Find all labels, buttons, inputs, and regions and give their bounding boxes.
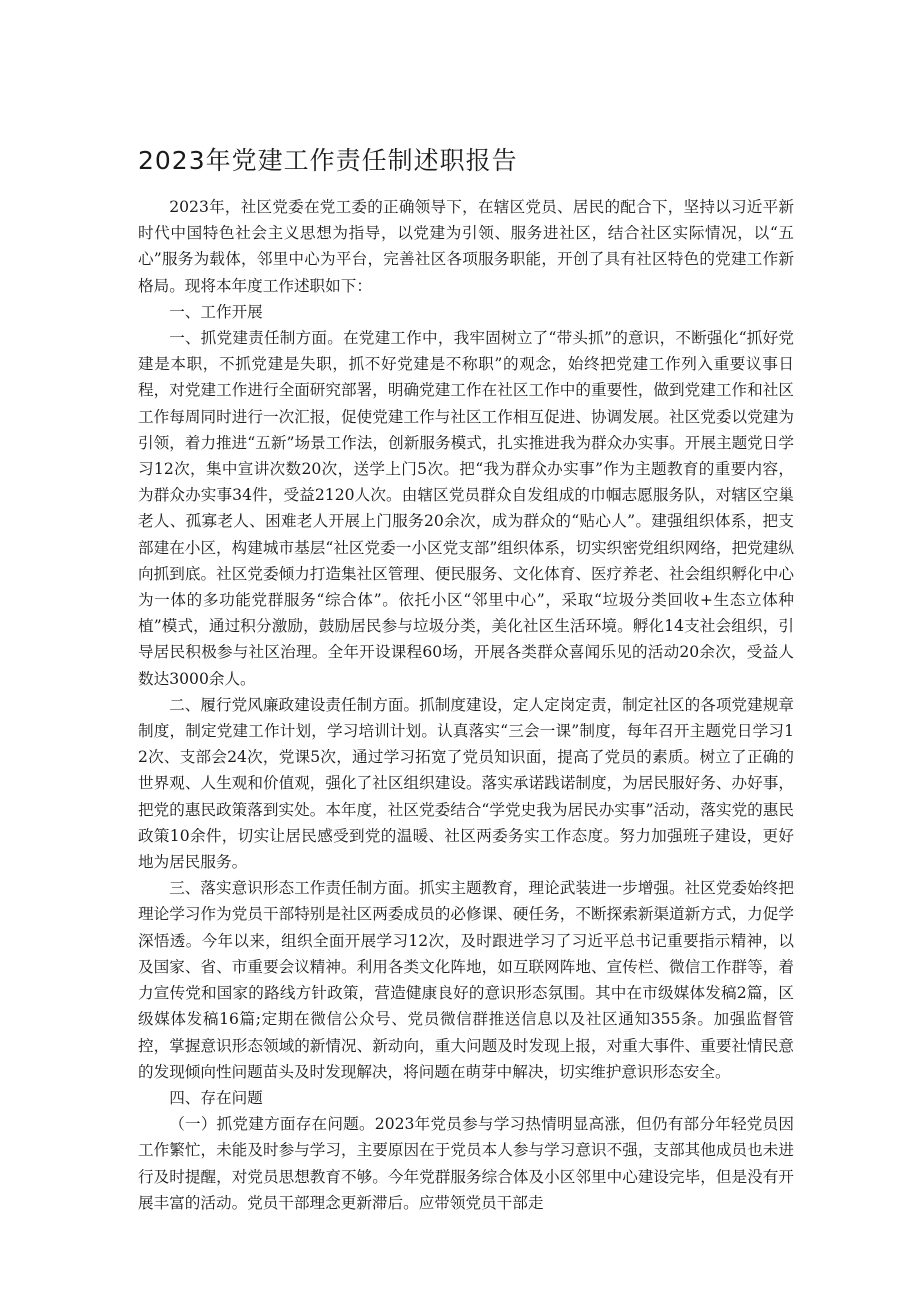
intro-paragraph: 2023年，社区党委在党工委的正确领导下，在辖区党员、居民的配合下，坚持以习近平新时代中国特色社会主义思想为指导，以党建为引领、服务进社区，结合社区实际情况，以“五心”服务为载体，邻里中心为平台，完善社区各项服务职能，开创了具有社区特色的党建工作新格局。现将本年度工作述职如下： — [138, 198, 794, 295]
section-heading-problems: 四、存在问题 — [169, 1088, 263, 1107]
paragraph-problems-1: （一）抓党建方面存在问题。2023年党员参与学习热情明显高涨，但仍有部分年轻党员因工作繁忙，未能及时参与学习，主要原因在于党员本人参与学习意识不强，支部其他成员也未进行及时提醒，对党员思想教育不够。今年党群服务综合体及小区邻里中心建设完毕，但是没有开展丰富的活动。党员干部理念更新滞后。应带领党员干部走 — [138, 1115, 794, 1212]
paragraph-party-building: 一、抓党建责任制方面。在党建工作中，我牢固树立了“带头抓”的意识，不断强化“抓好党建是本职，不抓党建是失职，抓不好党建是不称职”的观念，始终把党建工作列入重要议事日程，对党建工作进行全面研究部署，明确党建工作在社区工作中的重要性，做到党建工作和社区工作每周同时进行一次汇报，促使党建工作与社区工作相互促进、协调发展。社区党委以党建为引领，着力推进“五新”场景工作法，创新服务模式，扎实推进我为群众办实事。开展主题党日学习12次，集中宣讲次数20次，送学上门5次。把“我为群众办实事”作为主题教育的重要内容，为群众办实事34件，受益2120人次。由辖区党员群众自发组成的巾帼志愿服务队，对辖区空巢老人、孤寡老人、困难老人开展上门服务20余次，成为群众的“贴心人”。建强组织体系，把支部建在小区，构建城市基层“社区党委一小区党支部”组织体系，切实织密党组织网络，把党建纵向抓到底。社区党委倾力打造集社区管理、便民服务、文化体育、医疗养老、社会组织孵化中心为一体的多功能党群服务“综合体”。依托小区“邻里中心”，采取“垃圾分类回收+生态立体种植”模式，通过积分激励，鼓励居民参与垃圾分类，美化社区生活环境。孵化14支社会组织，引导居民积极参与社区治理。全年开设课程60场，开展各类群众喜闻乐见的活动20余次，受益人数达3000余人。 — [138, 329, 794, 688]
page-title: 2023年党建工作责任制述职报告 — [138, 146, 518, 175]
section-heading-work: 一、工作开展 — [169, 302, 263, 321]
paragraph-ideology: 三、落实意识形态工作责任制方面。抓实主题教育，理论武装进一步增强。社区党委始终把理论学习作为党员干部特别是社区两委成员的必修课、硬任务，不断探索新渠道新方式，力促学深悟透。今年以来，组织全面开展学习12次，及时跟进学习了习近平总书记重要指示精神，以及国家、省、市重要会议精神。利用各类文化阵地，如互联网阵地、宣传栏、微信工作群等，着力宣传党和国家的路线方针政策，营造健康良好的意识形态氛围。其中在市级媒体发稿2篇，区级媒体发稿16篇;定期在微信公众号、党员微信群推送信息以及社区通知355条。加强监督管控，掌握意识形态领域的新情况、新动向，重大问题及时发现上报，对重大事件、重要社情民意的发现倾向性问题苗头及时发现解决，将问题在萌芽中解决，切实维护意识形态安全。 — [138, 879, 794, 1081]
paragraph-integrity: 二、履行党风廉政建设责任制方面。抓制度建设，定人定岗定责，制定社区的各项党建规章制度，制定党建工作计划，学习培训计划。认真落实“三会一课”制度，每年召开主题党日学习12次、支部会24次，党课5次，通过学习拓宽了党员知识面，提高了党员的素质。树立了正确的世界观、人生观和价值观，强化了社区组织建设。落实承诺践诺制度，为居民服好务、办好事，把党的惠民政策落到实处。本年度，社区党委结合“学党史我为居民办实事”活动，落实党的惠民政策10余件，切实让居民感受到党的温暖、社区两委务实工作态度。努力加强班子建设，更好地为居民服务。 — [138, 695, 794, 872]
